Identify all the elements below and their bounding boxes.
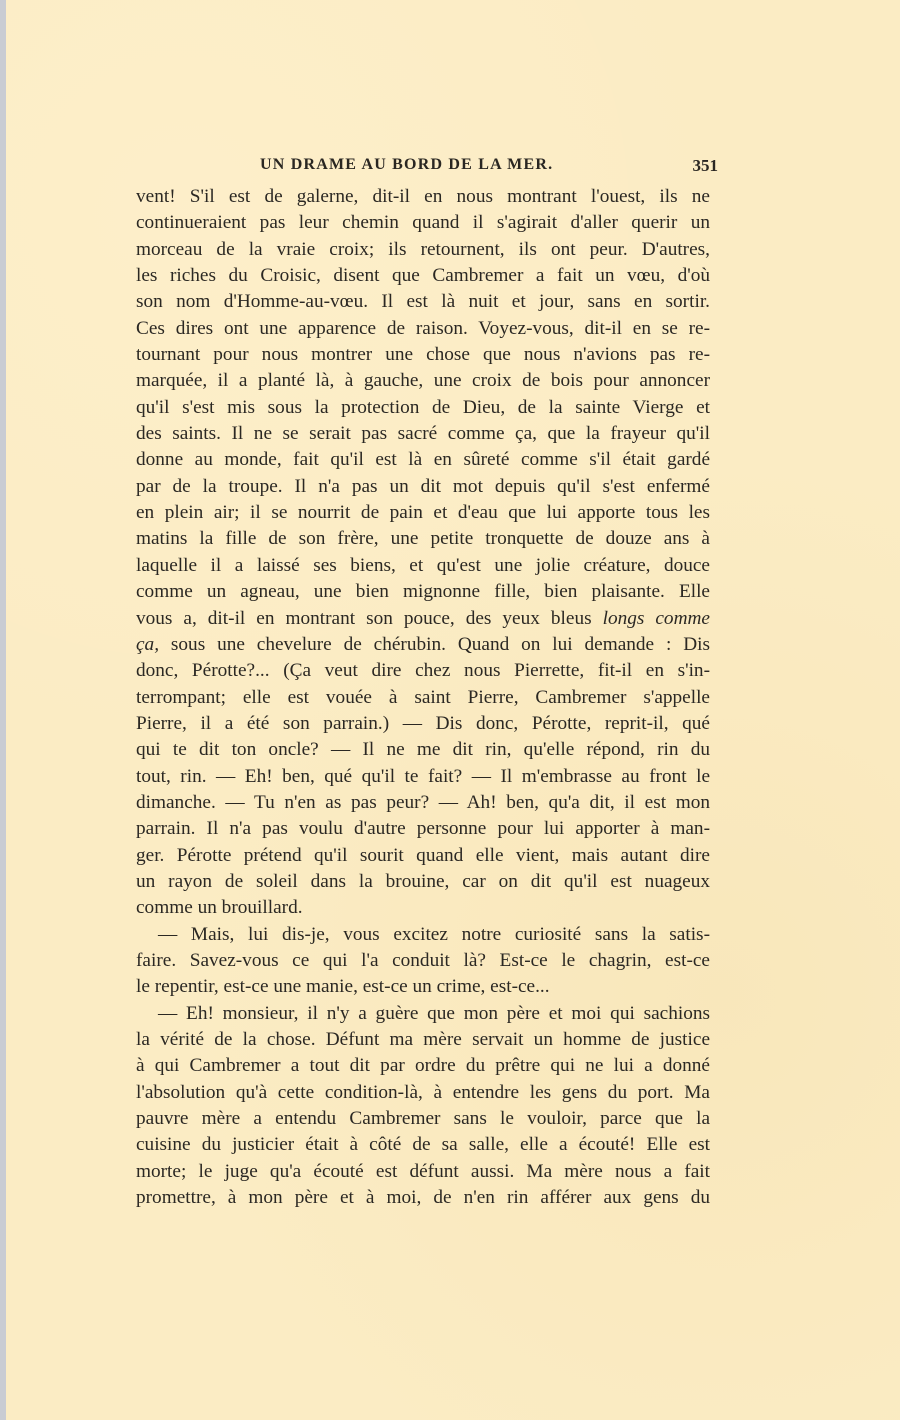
text-line <box>130 395 710 421</box>
text-line <box>130 184 710 210</box>
line-text: qu'il s'est mis sous la protection de Dieu, de la sainte Vierge et <box>136 396 710 418</box>
italic-text: ça, <box>136 633 160 655</box>
text-line <box>130 447 710 473</box>
line-text: parrain. Il n'a pas voulu d'autre personne pour lui apporter à man- <box>136 818 710 840</box>
line-text: continueraient pas leur chemin quand il s'agirait d'aller querir un <box>136 212 710 234</box>
text-line <box>130 500 710 526</box>
text-line <box>130 632 710 658</box>
text-line <box>130 764 710 790</box>
text-line <box>130 474 710 500</box>
text-line <box>130 237 710 263</box>
line-text: morte; le juge qu'a écouté est défunt aussi. Ma mère nous a fait <box>136 1160 710 1182</box>
text-line <box>130 368 710 394</box>
line-text: laquelle il a laissé ses biens, et qu'est une jolie créature, douce <box>136 554 710 576</box>
line-text: à qui Cambremer a tout dit par ordre du prêtre qui ne lui a donné <box>136 1055 710 1077</box>
book-page <box>6 0 900 1420</box>
line-text: Pierre, il a été son parrain.) — Dis donc, Pérotte, reprit-il, qué <box>136 712 710 734</box>
text-line <box>130 737 710 763</box>
line-text: comme un brouillard. <box>136 897 303 919</box>
line-text: les riches du Croisic, disent que Cambremer a fait un vœu, d'où <box>136 265 710 287</box>
line-text: un rayon de soleil dans la brouine, car on dit qu'il est nuageux <box>136 870 710 892</box>
line-text: tournant pour nous montrer une chose que nous n'avions pas re- <box>136 344 710 366</box>
line-text: des saints. Il ne se serait pas sacré comme ça, que la frayeur qu'il <box>136 423 710 445</box>
text-line <box>130 606 710 632</box>
text-line <box>130 1159 710 1185</box>
text-line <box>130 263 710 289</box>
text-line <box>130 421 710 447</box>
line-text: vous a, dit-il en montrant son pouce, des yeux bleus <box>136 607 603 629</box>
text-line <box>130 579 710 605</box>
line-text: faire. Savez-vous ce qui l'a conduit là? Est-ce le chagrin, est-ce <box>136 949 710 971</box>
line-text: ger. Pérotte prétend qu'il sourit quand elle vient, mais autant dire <box>136 844 710 866</box>
text-line <box>130 658 710 684</box>
text-line <box>130 922 710 948</box>
line-text: matins la fille de son frère, une petite tronquette de douze ans à <box>136 528 710 550</box>
running-title: UN DRAME AU BORD DE LA MER. <box>260 156 554 173</box>
text-line <box>130 526 710 552</box>
text-line <box>130 210 710 236</box>
text-line <box>130 685 710 711</box>
text-line <box>130 843 710 869</box>
running-head <box>130 153 718 177</box>
line-text: — Mais, lui dis-je, vous excitez notre curiosité sans la satis- <box>158 923 710 945</box>
text-line <box>130 1027 710 1053</box>
line-text: Ces dires ont une apparence de raison. Voyez-vous, dit-il en se re- <box>136 317 710 339</box>
line-text: son nom d'Homme-au-vœu. Il est là nuit et jour, sans en sortir. <box>136 291 710 313</box>
line-text: morceau de la vraie croix; ils retournent, ils ont peur. D'autres, <box>136 238 710 260</box>
line-text: — Eh! monsieur, il n'y a guère que mon père et moi qui sachions <box>158 1002 710 1024</box>
line-text: cuisine du justicier était à côté de sa salle, elle a écouté! Elle est <box>136 1134 710 1156</box>
italic-text: longs comme <box>602 607 710 629</box>
text-line <box>130 342 710 368</box>
text-line <box>130 316 710 342</box>
line-text: comme un agneau, une bien mignonne fille, bien plaisante. Elle <box>136 581 710 603</box>
line-text: sous une chevelure de chérubin. Quand on lui demande : Dis <box>159 633 710 655</box>
text-line <box>130 1001 710 1027</box>
text-line <box>130 790 710 816</box>
text-line <box>130 1080 710 1106</box>
text-line <box>130 289 710 315</box>
line-text: donne au monde, fait qu'il est là en sûreté comme s'il était gardé <box>136 449 710 471</box>
text-line <box>130 1053 710 1079</box>
text-line <box>130 816 710 842</box>
line-text: qui te dit ton oncle? — Il ne me dit rin, qu'elle répond, rin du <box>136 739 710 761</box>
line-text: marquée, il a planté là, à gauche, une croix de bois pour annoncer <box>136 370 710 392</box>
text-line <box>130 1106 710 1132</box>
line-text: dimanche. — Tu n'en as pas peur? — Ah! ben, qu'a dit, il est mon <box>136 791 710 813</box>
text-line <box>130 711 710 737</box>
line-text: pauvre mère a entendu Cambremer sans le vouloir, parce que la <box>136 1108 710 1130</box>
text-line <box>130 974 710 1000</box>
page-number: 351 <box>692 156 718 175</box>
line-text: terrompant; elle est vouée à saint Pierre, Cambremer s'appelle <box>136 686 710 708</box>
line-text: la vérité de la chose. Défunt ma mère servait un homme de justice <box>136 1029 710 1050</box>
text-line <box>130 895 710 921</box>
line-text: vent! S'il est de galerne, dit-il en nous montrant l'ouest, ils ne <box>136 186 710 207</box>
line-text: promettre, à mon père et à moi, de n'en rin afférer aux gens du <box>136 1187 710 1209</box>
text-line <box>130 553 710 579</box>
text-line <box>130 869 710 895</box>
line-text: tout, rin. — Eh! ben, qué qu'il te fait? — Il m'embrasse au front le <box>136 765 710 787</box>
line-text: par de la troupe. Il n'a pas un dit mot depuis qu'il s'est enfermé <box>136 475 710 497</box>
text-line <box>130 1132 710 1158</box>
line-text: donc, Pérotte?... (Ça veut dire chez nous Pierrette, fit-il en s'in- <box>136 660 710 682</box>
line-text: l'absolution qu'à cette condition-là, à entendre les gens du port. Ma <box>136 1081 710 1103</box>
text-line <box>130 1185 710 1211</box>
line-text: le repentir, est-ce une manie, est-ce un crime, est-ce... <box>136 976 550 998</box>
text-line <box>130 948 710 974</box>
body-text <box>130 184 710 1211</box>
line-text: en plein air; il se nourrit de pain et d'eau que lui apporte tous les <box>136 502 710 524</box>
